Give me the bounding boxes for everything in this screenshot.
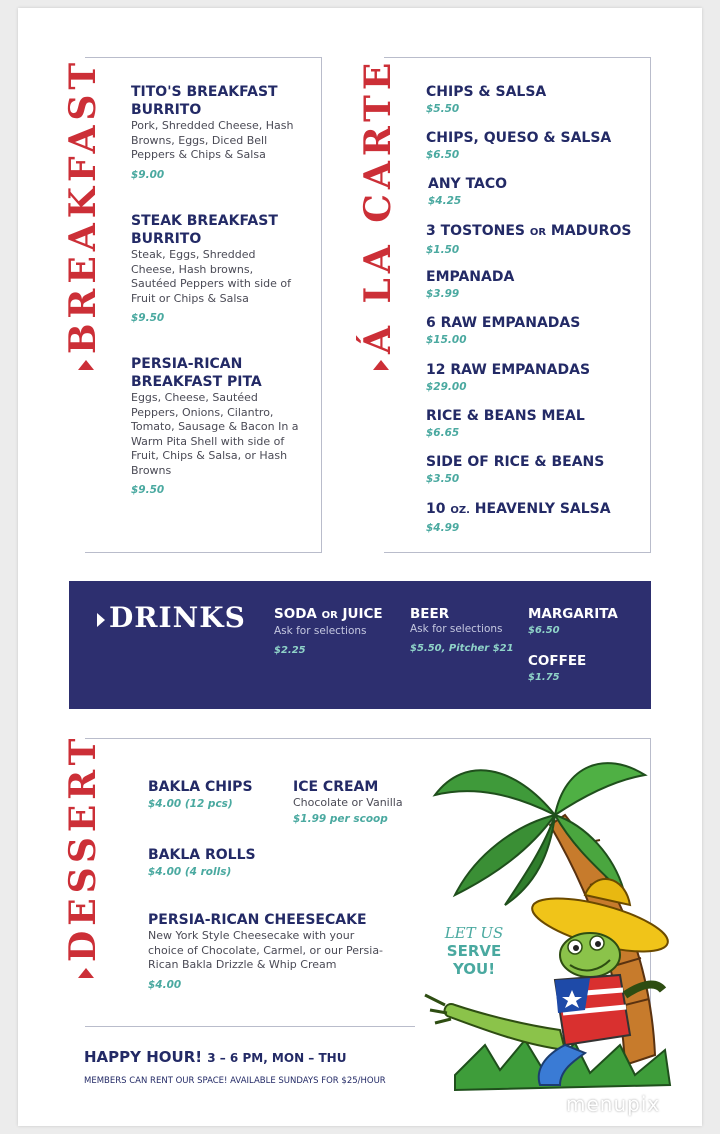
item-price: $15.00 xyxy=(426,334,467,346)
item-name: SODA OR JUICE xyxy=(274,606,383,622)
dessert-item xyxy=(148,911,388,991)
item-price: $9.50 xyxy=(131,312,165,324)
item-name: PERSIA-RICAN BREAKFAST PITA xyxy=(131,356,262,390)
item-name: ICE CREAM xyxy=(293,779,379,795)
alacarte-title: Á LA CARTE xyxy=(357,58,399,370)
breakfast-title: BREAKFAST xyxy=(62,58,104,370)
item-price: $6.50 xyxy=(426,149,460,161)
drinks-title: DRINKS xyxy=(97,601,246,634)
breakfast-item xyxy=(131,212,301,324)
item-desc: Ask for selections xyxy=(410,623,503,635)
item-price: $2.25 xyxy=(274,645,306,656)
happy-hour-time: 3 – 6 PM, MON – THU xyxy=(207,1051,347,1065)
item-price: $1.75 xyxy=(528,672,560,683)
item-price: $5.50 xyxy=(426,103,460,115)
drink-item xyxy=(528,605,618,636)
item-price: $1.99 per scoop xyxy=(293,812,388,825)
item-desc: New York Style Cheesecake with your choice of Chocolate, Carmel, or our Persia-Rican Bakla Drizzle & Whip Cream xyxy=(148,929,384,971)
item-name: ANY TACO xyxy=(428,176,508,192)
alacarte-item xyxy=(426,222,631,256)
tagline-line-2: SERVE YOU! xyxy=(446,942,502,978)
item-price: $4.99 xyxy=(426,522,460,534)
item-name: BEER xyxy=(410,606,450,622)
alacarte-item xyxy=(426,361,590,393)
dessert-item xyxy=(148,846,256,878)
dessert-item xyxy=(293,778,403,825)
item-price: $9.50 xyxy=(131,484,165,496)
alacarte-item xyxy=(426,407,585,439)
item-name: 10 OZ. HEAVENLY SALSA xyxy=(426,501,611,517)
alacarte-item xyxy=(426,314,580,346)
item-name: 3 TOSTONES OR MADUROS xyxy=(426,223,632,239)
item-name: 12 RAW EMPANADAS xyxy=(426,362,591,378)
item-desc: Steak, Eggs, Shredded Cheese, Hash browns, Sautéed Peppers with side of Fruit or Chips & Salsa xyxy=(131,248,291,305)
item-price: $5.50, Pitcher $21 xyxy=(410,643,514,654)
alacarte-item xyxy=(426,500,611,534)
item-desc: Ask for selections xyxy=(274,625,367,637)
item-price: $29.00 xyxy=(426,381,467,393)
item-desc: Eggs, Cheese, Sautéed Peppers, Onions, Cilantro, Tomato, Sausage & Bacon In a Warm Pita Shell with side of Fruit, Chips & Salsa, or Hash Browns xyxy=(131,391,299,477)
item-name: COFFEE xyxy=(528,653,587,669)
item-price: $4.00 xyxy=(148,978,182,991)
item-name: EMPANADA xyxy=(426,269,515,285)
item-name: PERSIA-RICAN CHEESECAKE xyxy=(148,912,367,928)
item-price: $6.65 xyxy=(426,427,460,439)
triangle-icon xyxy=(97,613,105,627)
item-price: $3.99 xyxy=(426,288,460,300)
alacarte-item xyxy=(426,268,514,300)
item-price: $4.25 xyxy=(428,195,462,207)
alacarte-item xyxy=(426,83,546,115)
watermark: menupix xyxy=(566,1092,661,1116)
item-price: $1.50 xyxy=(426,244,460,256)
item-name: CHIPS & SALSA xyxy=(426,84,547,100)
item-name: CHIPS, QUESO & SALSA xyxy=(426,130,612,146)
dessert-box-bottom xyxy=(85,1026,415,1027)
item-name: BAKLA ROLLS xyxy=(148,847,256,863)
item-desc: Chocolate or Vanilla xyxy=(293,796,403,809)
item-price: $4.00 (4 rolls) xyxy=(148,866,232,878)
item-name: 6 RAW EMPANADAS xyxy=(426,315,581,331)
tagline-line-1: LET US xyxy=(444,924,504,942)
item-name: MARGARITA xyxy=(528,606,618,622)
happy-hour xyxy=(84,1047,346,1066)
alacarte-item xyxy=(426,453,604,485)
item-name: STEAK BREAKFAST BURRITO xyxy=(131,213,278,247)
item-name: SIDE OF RICE & BEANS xyxy=(426,454,605,470)
frog-palm-illustration xyxy=(415,755,680,1095)
item-price: $4.00 (12 pcs) xyxy=(148,798,233,810)
alacarte-item xyxy=(426,129,611,161)
breakfast-item xyxy=(131,83,301,181)
rent-note: MEMBERS CAN RENT OUR SPACE! AVAILABLE SUNDAYS FOR $25/HOUR xyxy=(84,1076,386,1086)
dessert-title: DESSERT xyxy=(62,734,104,978)
drink-item xyxy=(528,652,586,683)
breakfast-item xyxy=(131,355,306,496)
item-name: RICE & BEANS MEAL xyxy=(426,408,585,424)
item-price: $6.50 xyxy=(528,625,560,636)
happy-hour-label: HAPPY HOUR! xyxy=(84,1048,203,1066)
drink-item xyxy=(410,605,514,654)
item-name: TITO'S BREAKFAST BURRITO xyxy=(131,84,278,118)
item-name: BAKLA CHIPS xyxy=(148,779,253,795)
item-price: $3.50 xyxy=(426,473,460,485)
dessert-item xyxy=(148,778,253,810)
item-desc: Pork, Shredded Cheese, Hash Browns, Eggs, Diced Bell Peppers & Chips & Salsa xyxy=(131,119,294,161)
alacarte-item xyxy=(428,175,507,207)
item-price: $9.00 xyxy=(131,168,165,181)
drink-item xyxy=(274,605,383,656)
drinks-banner xyxy=(69,581,651,709)
